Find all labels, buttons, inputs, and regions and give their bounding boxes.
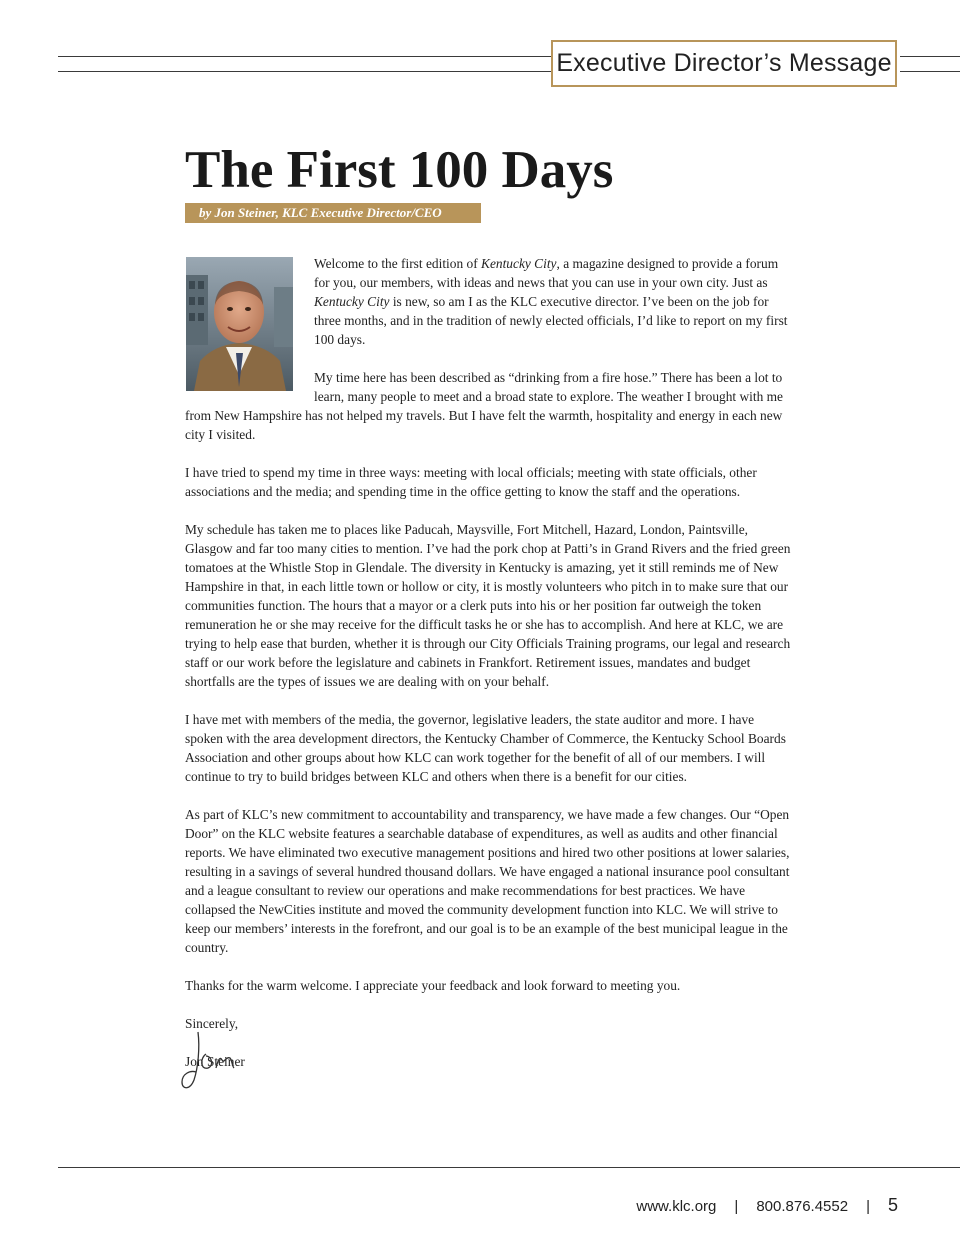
article-byline: by Jon Steiner, KLC Executive Director/CEO bbox=[185, 203, 481, 223]
footer-website[interactable]: www.klc.org bbox=[636, 1198, 717, 1215]
signature-mark bbox=[176, 1028, 246, 1098]
paragraph-2: My time here has been described as “drinking from a fire hose.” There has been a lot to learn, many people to meet and a broad state to explore. The weather I brought with me from New Hampshire has not helped my travels. But I have felt the warmth, hospitality and energy in each new city I visited. bbox=[185, 370, 784, 442]
header-rule-bottom bbox=[58, 71, 551, 72]
footer-rule bbox=[58, 1167, 960, 1168]
closing: Sincerely, bbox=[185, 1016, 239, 1031]
paragraph-5: I have met with members of the media, the governor, legislative leaders, the state auditor and more. I have spoken with the area development directors, the Kentucky Chamber of Commerce, the Kentucky School Boards Association and other groups about how KLC can work together for the benefit of all of our members. I will continue to try to build bridges between KLC and others when there is a benefit for our cities. bbox=[185, 712, 786, 784]
header-rule-top bbox=[58, 56, 551, 57]
article-title: The First 100 Days bbox=[185, 141, 614, 199]
footer-phone: 800.876.4552 bbox=[756, 1198, 849, 1215]
page-footer: www.klc.org | 800.876.4552 | 5 bbox=[636, 1195, 898, 1215]
section-label: Executive Director’s Message bbox=[556, 49, 892, 77]
section-label-box bbox=[551, 40, 897, 87]
signer-name: Jon Steiner bbox=[185, 1054, 245, 1069]
header-rule-right-bottom bbox=[900, 71, 960, 72]
paragraph-7: Thanks for the warm welcome. I appreciate your feedback and look forward to meeting you. bbox=[185, 978, 681, 993]
paragraph-6: As part of KLC’s new commitment to accountability and transparency, we have made a few changes. Our “Open Door” on the KLC website features a searchable database of expenditures, as well as audits and other financial reports. We have eliminated two executive management positions and hired two other positions at lower salaries, resulting in a savings of several hundred thousand dollars. We have engaged a national insurance pool consultant and a league consultant to review our operations and make recommendations for best practices. We have collapsed the NewCities institute and moved the community development function into KLC. We will strive to keep our members’ interests in the forefront, and our goal is to be an example of the best municipal league in the country. bbox=[185, 807, 790, 955]
article-body bbox=[185, 254, 792, 1090]
paragraph-4: My schedule has taken me to places like Paducah, Maysville, Fort Mitchell, Hazard, London, Paintsville, Glasgow and far too many cities to mention. I’ve had the pork chop at Patti’s in Grand Rivers and the fried green tomatoes at the Whistle Stop in Glendale. The diversity in Kentucky is amazing, yet it still reminds me of New Hampshire in that, in each little town or hollow or city, it is mostly volunteers who pitch in to make sure that our communities function. The hours that a mayor or a clerk puts into his or her position far outweigh the token remuneration he or she may receive for the difficult tasks he or she has to accomplish. And here at KLC, we are trying to help ease that burden, whether it is through our City Officials Training programs, our legal and research staff or our work before the legislature and cabinets in Frankfort. Retirement issues, mandates and budget shortfalls are the types of issues we are dealing with on your behalf. bbox=[185, 522, 791, 689]
page-number: 5 bbox=[887, 1195, 898, 1215]
paragraph-3: I have tried to spend my time in three ways: meeting with local officials; meeting with state officials, other associations and the media; and spending time in the office getting to know the staff and the operations. bbox=[185, 465, 757, 499]
header-rule-right-top bbox=[900, 56, 960, 57]
photo-wrap-spacer bbox=[185, 254, 314, 390]
paragraph-1: Welcome to the first edition of Kentucky City, a magazine designed to provide a forum for you, our members, with ideas and news that you can use in your own city. Just as Kentucky City is new, so am I as the KLC executive director. I’ve been on the job for three months, and in the tradition of newly elected officials, I’d like to report on my first 100 days. bbox=[314, 256, 788, 347]
